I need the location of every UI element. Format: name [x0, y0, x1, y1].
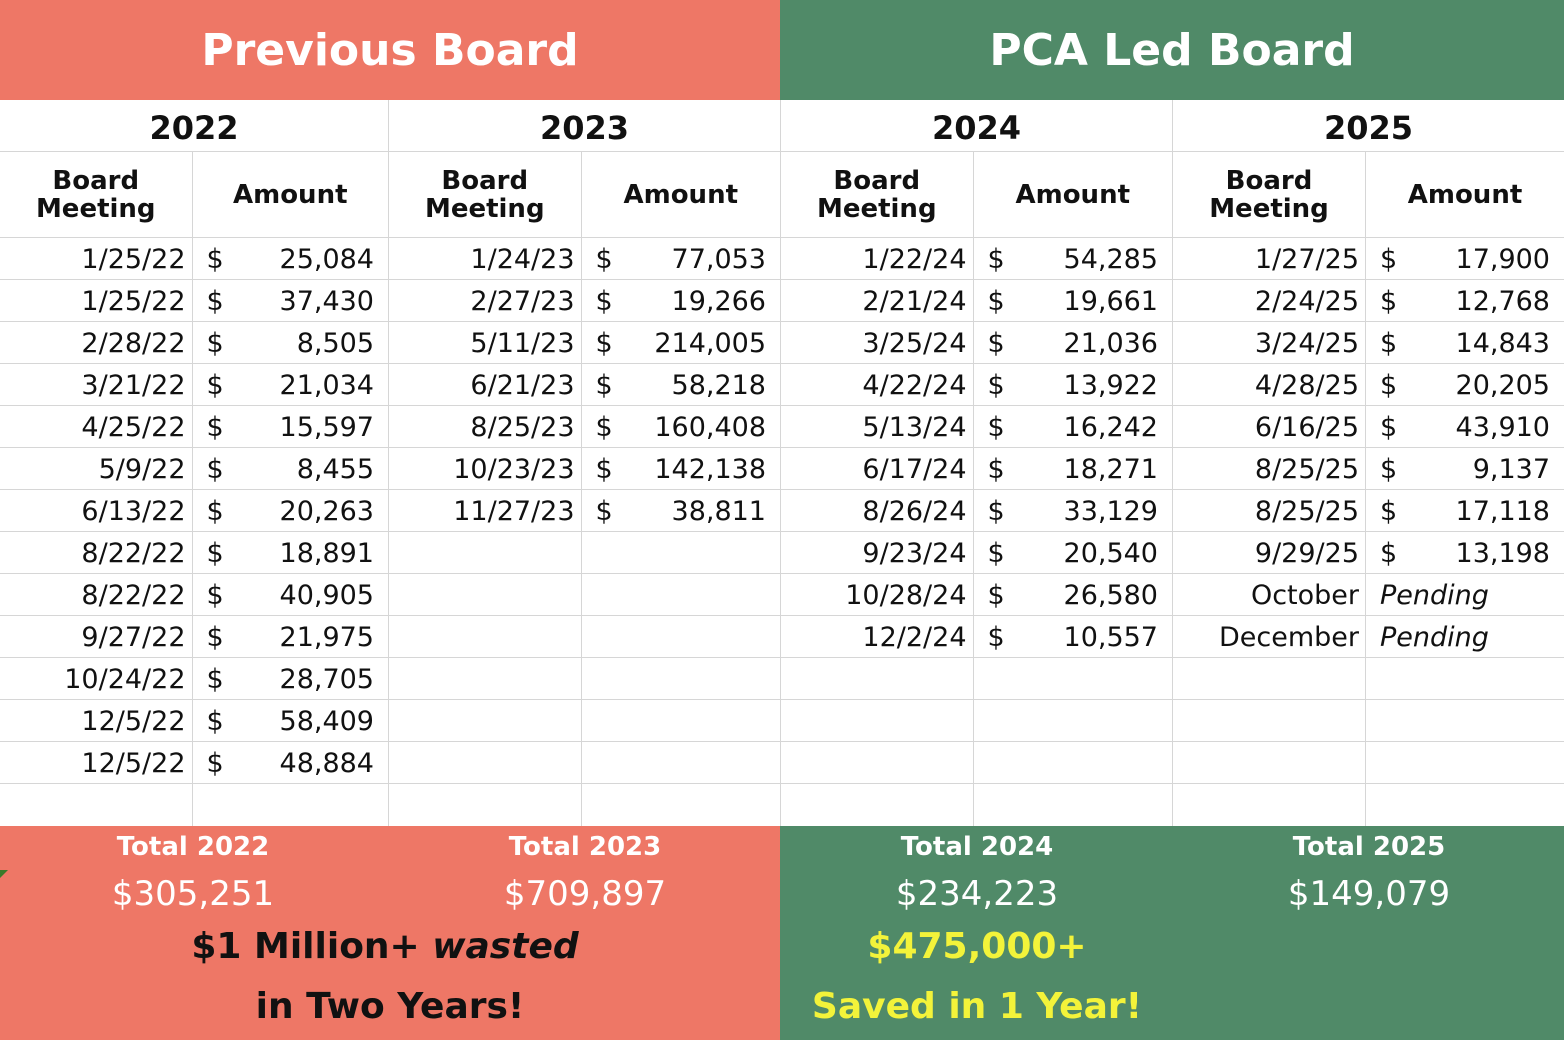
- amount-cell: [193, 490, 388, 531]
- amount-value: 37,430: [279, 286, 374, 317]
- meeting-date-cell: 3/25/24: [781, 322, 974, 363]
- table-row: [781, 322, 1172, 364]
- cell-corner-marker: [0, 870, 8, 878]
- amount-value: 12,768: [1455, 286, 1550, 317]
- amount-cell: [1366, 322, 1564, 363]
- total-label-2023: Total 2023: [508, 832, 662, 862]
- amount-cell: [193, 700, 388, 741]
- table-row: [781, 784, 1172, 826]
- table-row: [389, 784, 780, 826]
- table-row: [389, 364, 780, 406]
- amount-cell: [582, 238, 780, 279]
- meeting-date-cell: 12/5/22: [0, 700, 193, 741]
- amount-value: 214,005: [654, 328, 766, 359]
- amount-cell: [974, 364, 1172, 405]
- amount-value: 21,034: [279, 370, 374, 401]
- table-row: [1173, 406, 1564, 448]
- meeting-date-cell: 1/25/22: [0, 238, 193, 279]
- meeting-date-cell: 3/21/22: [0, 364, 193, 405]
- table-row: [389, 616, 780, 658]
- amount-cell: [1366, 448, 1564, 489]
- board-meeting-header: [0, 152, 193, 237]
- previous-board-footer: [0, 826, 780, 1040]
- amount-value: 17,118: [1455, 496, 1550, 527]
- pca-board-banner: [780, 0, 1564, 100]
- meeting-date-cell: [781, 742, 974, 783]
- column-headers: [0, 152, 388, 238]
- currency-symbol: $: [987, 412, 1005, 443]
- amount-value: 14,843: [1455, 328, 1550, 359]
- currency-symbol: $: [206, 286, 224, 317]
- amount-value: 19,266: [671, 286, 766, 317]
- amount-cell: [1366, 532, 1564, 573]
- amount-value: 21,975: [279, 622, 374, 653]
- pending-status: Pending: [1380, 622, 1489, 653]
- meeting-date-cell: 1/25/22: [0, 280, 193, 321]
- table-row: [389, 742, 780, 784]
- amount-cell: [193, 280, 388, 321]
- amount-cell: [974, 322, 1172, 363]
- meeting-date-cell: 6/13/22: [0, 490, 193, 531]
- amount-cell: [974, 280, 1172, 321]
- currency-symbol: $: [987, 580, 1005, 611]
- amount-value: 28,705: [279, 664, 374, 695]
- table-row: [781, 700, 1172, 742]
- table-row: [0, 490, 388, 532]
- amount-value: 26,580: [1063, 580, 1158, 611]
- amount-value: 20,263: [279, 496, 374, 527]
- meeting-date-cell: [389, 784, 582, 826]
- currency-symbol: $: [1380, 328, 1398, 359]
- table-row: [0, 322, 388, 364]
- amount-value: 25,084: [279, 244, 374, 275]
- amount-value: 38,811: [671, 496, 766, 527]
- table-row: [0, 574, 388, 616]
- table-row: [781, 658, 1172, 700]
- amount-header: Amount: [623, 179, 739, 210]
- amount-cell: [974, 532, 1172, 573]
- amount-cell: [974, 406, 1172, 447]
- board-meeting-header-line2: Meeting: [35, 193, 156, 224]
- amount-cell: [193, 532, 388, 573]
- table-row: [0, 406, 388, 448]
- meeting-date-cell: 6/17/24: [781, 448, 974, 489]
- amount-cell: [1366, 616, 1564, 657]
- meeting-date-cell: 5/11/23: [389, 322, 582, 363]
- pca-board-footer: [780, 826, 1564, 1040]
- amount-value: 40,905: [279, 580, 374, 611]
- currency-symbol: $: [206, 622, 224, 653]
- meeting-date-cell: 8/25/23: [389, 406, 582, 447]
- currency-symbol: $: [206, 244, 224, 275]
- amount-cell: [1366, 280, 1564, 321]
- meeting-date-cell: 8/25/25: [1173, 448, 1366, 489]
- amount-value: 8,505: [296, 328, 374, 359]
- meeting-date-cell: 11/27/23: [389, 490, 582, 531]
- currency-symbol: $: [595, 454, 613, 485]
- table-row: [0, 742, 388, 784]
- table-row: [389, 532, 780, 574]
- previous-board-banner: [0, 0, 780, 100]
- table-row: [781, 616, 1172, 658]
- amount-cell: [193, 364, 388, 405]
- amount-cell: [1366, 658, 1564, 699]
- meeting-date-cell: 10/24/22: [0, 658, 193, 699]
- pca-board-title: PCA Led Board: [989, 24, 1355, 76]
- meeting-date-cell: 6/16/25: [1173, 406, 1366, 447]
- year-header: 2023: [389, 100, 780, 152]
- meeting-date-cell: 8/22/22: [0, 532, 193, 573]
- table-row: [1173, 658, 1564, 700]
- currency-symbol: $: [595, 496, 613, 527]
- meeting-date-cell: 9/23/24: [781, 532, 974, 573]
- amount-cell: [1366, 238, 1564, 279]
- board-meeting-header-line1: Board: [441, 165, 529, 196]
- currency-symbol: $: [987, 622, 1005, 653]
- amount-cell: [582, 658, 780, 699]
- amount-cell: [582, 280, 780, 321]
- amount-cell: [582, 742, 780, 783]
- amount-cell: [193, 448, 388, 489]
- meeting-date-cell: [781, 658, 974, 699]
- table-row: [781, 280, 1172, 322]
- meeting-table: [0, 100, 1564, 826]
- board-meeting-header: [389, 152, 582, 237]
- amount-value: 19,661: [1063, 286, 1158, 317]
- currency-symbol: $: [595, 286, 613, 317]
- pending-status: Pending: [1380, 580, 1489, 611]
- column-headers: [781, 152, 1172, 238]
- meeting-date-cell: 9/29/25: [1173, 532, 1366, 573]
- meeting-date-cell: 12/5/22: [0, 742, 193, 783]
- amount-cell: [974, 784, 1172, 826]
- amount-header: Amount: [1407, 179, 1523, 210]
- amount-cell: [582, 532, 780, 573]
- waste-message-emphasis: wasted: [432, 926, 579, 967]
- currency-symbol: $: [206, 370, 224, 401]
- amount-cell: [1366, 490, 1564, 531]
- saved-message-line2: Saved in 1 Year!: [811, 986, 1143, 1027]
- table-row: [1173, 238, 1564, 280]
- amount-value: 9,137: [1472, 454, 1550, 485]
- currency-symbol: $: [206, 454, 224, 485]
- table-row: [1173, 742, 1564, 784]
- meeting-date-cell: [1173, 700, 1366, 741]
- currency-symbol: $: [595, 244, 613, 275]
- saved-message-line1: $475,000+: [867, 926, 1087, 967]
- meeting-date-cell: 10/28/24: [781, 574, 974, 615]
- amount-cell: [974, 448, 1172, 489]
- currency-symbol: $: [206, 328, 224, 359]
- amount-value: 43,910: [1455, 412, 1550, 443]
- table-row: [0, 532, 388, 574]
- table-row: [1173, 322, 1564, 364]
- currency-symbol: $: [1380, 538, 1398, 569]
- meeting-date-cell: [781, 784, 974, 826]
- table-row: [389, 574, 780, 616]
- amount-cell: [582, 448, 780, 489]
- amount-value: 54,285: [1063, 244, 1158, 275]
- amount-cell: [582, 490, 780, 531]
- currency-symbol: $: [206, 412, 224, 443]
- table-row: [1173, 700, 1564, 742]
- meeting-date-cell: [1173, 784, 1366, 826]
- table-row: [781, 490, 1172, 532]
- amount-cell: [1366, 700, 1564, 741]
- table-row: [781, 406, 1172, 448]
- meeting-date-cell: 2/28/22: [0, 322, 193, 363]
- amount-cell: [193, 658, 388, 699]
- amount-cell: [974, 658, 1172, 699]
- meeting-date-cell: 5/13/24: [781, 406, 974, 447]
- meeting-date-cell: [389, 658, 582, 699]
- meeting-date-cell: 4/25/22: [0, 406, 193, 447]
- waste-message-line2: in Two Years!: [255, 986, 525, 1027]
- board-meeting-header-line1: Board: [1225, 165, 1313, 196]
- meeting-date-cell: [1173, 742, 1366, 783]
- amount-cell: [1366, 574, 1564, 615]
- amount-cell: [582, 700, 780, 741]
- table-row: [0, 448, 388, 490]
- table-row: [1173, 784, 1564, 826]
- currency-symbol: $: [1380, 244, 1398, 275]
- amount-cell: [193, 616, 388, 657]
- column-headers: [1173, 152, 1564, 238]
- meeting-date-cell: 8/22/22: [0, 574, 193, 615]
- currency-symbol: $: [206, 538, 224, 569]
- board-meeting-header-line2: Meeting: [1209, 193, 1329, 224]
- meeting-date-cell: 5/9/22: [0, 448, 193, 489]
- amount-cell: [193, 406, 388, 447]
- amount-value: 21,036: [1063, 328, 1158, 359]
- meeting-date-cell: 1/22/24: [781, 238, 974, 279]
- meeting-date-cell: [1173, 658, 1366, 699]
- amount-cell: [974, 616, 1172, 657]
- amount-value: 10,557: [1063, 622, 1158, 653]
- currency-symbol: $: [206, 748, 224, 779]
- year-column-2023: [389, 100, 781, 826]
- amount-cell: [974, 700, 1172, 741]
- meeting-date-cell: 2/24/25: [1173, 280, 1366, 321]
- currency-symbol: $: [1380, 412, 1398, 443]
- board-meeting-header-line2: Meeting: [816, 193, 937, 224]
- table-row: [0, 364, 388, 406]
- currency-symbol: $: [1380, 496, 1398, 527]
- table-row: [389, 448, 780, 490]
- table-row: [1173, 490, 1564, 532]
- total-label-2025: Total 2025: [1292, 832, 1446, 862]
- table-row: [1173, 364, 1564, 406]
- meeting-date-cell: [0, 784, 193, 826]
- waste-message-prefix: $1 Million+: [191, 926, 433, 967]
- meeting-date-cell: [389, 742, 582, 783]
- meeting-date-cell: [389, 532, 582, 573]
- amount-cell: [974, 490, 1172, 531]
- total-value-2022: $305,251: [111, 874, 275, 914]
- amount-header: Amount: [232, 179, 348, 210]
- meeting-date-cell: 8/25/25: [1173, 490, 1366, 531]
- amount-cell: [1366, 742, 1564, 783]
- board-meeting-header-line1: Board: [833, 165, 921, 196]
- table-row: [781, 574, 1172, 616]
- meeting-date-cell: [389, 616, 582, 657]
- amount-value: 13,922: [1063, 370, 1158, 401]
- table-row: [0, 238, 388, 280]
- amount-value: 48,884: [279, 748, 374, 779]
- year-header: 2022: [0, 100, 388, 152]
- column-headers: [389, 152, 780, 238]
- total-value-2024: $234,223: [895, 874, 1059, 914]
- meeting-date-cell: 3/24/25: [1173, 322, 1366, 363]
- meeting-date-cell: [389, 574, 582, 615]
- total-label-2024: Total 2024: [900, 832, 1054, 862]
- amount-cell: [974, 238, 1172, 279]
- meeting-date-cell: 4/28/25: [1173, 364, 1366, 405]
- table-row: [389, 238, 780, 280]
- currency-symbol: $: [595, 370, 613, 401]
- amount-cell: [582, 784, 780, 826]
- table-row: [389, 280, 780, 322]
- table-row: [781, 238, 1172, 280]
- amount-cell: [582, 616, 780, 657]
- amount-value: 16,242: [1063, 412, 1158, 443]
- amount-value: 13,198: [1455, 538, 1550, 569]
- table-row: [389, 700, 780, 742]
- amount-value: 8,455: [296, 454, 374, 485]
- currency-symbol: $: [987, 328, 1005, 359]
- year-column-2024: [781, 100, 1173, 826]
- table-row: [781, 742, 1172, 784]
- meeting-date-cell: 6/21/23: [389, 364, 582, 405]
- currency-symbol: $: [987, 454, 1005, 485]
- amount-value: 160,408: [654, 412, 766, 443]
- total-value-2023: $709,897: [503, 874, 667, 914]
- amount-value: 18,891: [279, 538, 374, 569]
- year-header: 2025: [1173, 100, 1564, 152]
- currency-symbol: $: [595, 328, 613, 359]
- table-row: [389, 406, 780, 448]
- amount-cell: [582, 406, 780, 447]
- table-row: [1173, 532, 1564, 574]
- amount-value: 20,205: [1455, 370, 1550, 401]
- currency-symbol: $: [1380, 286, 1398, 317]
- amount-value: 33,129: [1063, 496, 1158, 527]
- meeting-date-cell: October: [1173, 574, 1366, 615]
- currency-symbol: $: [206, 664, 224, 695]
- table-row: [1173, 574, 1564, 616]
- table-row: [1173, 448, 1564, 490]
- amount-cell: [193, 238, 388, 279]
- amount-cell: [1366, 784, 1564, 826]
- board-meeting-header-line2: Meeting: [424, 193, 545, 224]
- currency-symbol: $: [987, 538, 1005, 569]
- table-row: [0, 700, 388, 742]
- currency-symbol: $: [206, 580, 224, 611]
- board-meeting-header-line1: Board: [52, 165, 140, 196]
- amount-value: 77,053: [671, 244, 766, 275]
- table-row: [1173, 616, 1564, 658]
- meeting-date-cell: 8/26/24: [781, 490, 974, 531]
- amount-cell: [1366, 406, 1564, 447]
- year-header: 2024: [781, 100, 1172, 152]
- amount-value: 142,138: [654, 454, 766, 485]
- amount-cell: [193, 784, 388, 826]
- amount-value: 17,900: [1455, 244, 1550, 275]
- amount-value: 18,271: [1063, 454, 1158, 485]
- total-label-2022: Total 2022: [116, 832, 270, 862]
- table-row: [0, 280, 388, 322]
- amount-value: 20,540: [1063, 538, 1158, 569]
- amount-cell: [1366, 364, 1564, 405]
- meeting-date-cell: [781, 700, 974, 741]
- meeting-date-cell: 2/27/23: [389, 280, 582, 321]
- table-row: [0, 784, 388, 826]
- table-row: [389, 490, 780, 532]
- table-row: [781, 364, 1172, 406]
- amount-cell: [974, 574, 1172, 615]
- amount-cell: [582, 364, 780, 405]
- meeting-date-cell: 10/23/23: [389, 448, 582, 489]
- currency-symbol: $: [595, 412, 613, 443]
- amount-cell: [193, 322, 388, 363]
- currency-symbol: $: [987, 370, 1005, 401]
- currency-symbol: $: [987, 286, 1005, 317]
- amount-cell: [974, 742, 1172, 783]
- amount-value: 58,409: [279, 706, 374, 737]
- waste-message-line1: [0, 926, 770, 967]
- previous-board-title: Previous Board: [201, 24, 579, 76]
- board-meeting-header: [1173, 152, 1366, 237]
- total-value-2025: $149,079: [1287, 874, 1451, 914]
- table-row: [389, 322, 780, 364]
- table-row: [389, 658, 780, 700]
- amount-cell: [582, 322, 780, 363]
- meeting-date-cell: 4/22/24: [781, 364, 974, 405]
- amount-header: Amount: [1015, 179, 1131, 210]
- meeting-date-cell: 9/27/22: [0, 616, 193, 657]
- board-meeting-header: [781, 152, 974, 237]
- amount-cell: [193, 574, 388, 615]
- currency-symbol: $: [987, 244, 1005, 275]
- meeting-date-cell: December: [1173, 616, 1366, 657]
- meeting-date-cell: 1/27/25: [1173, 238, 1366, 279]
- meeting-date-cell: [389, 700, 582, 741]
- table-row: [1173, 280, 1564, 322]
- amount-cell: [193, 742, 388, 783]
- meeting-date-cell: 2/21/24: [781, 280, 974, 321]
- currency-symbol: $: [206, 706, 224, 737]
- meeting-date-cell: 1/24/23: [389, 238, 582, 279]
- table-row: [781, 532, 1172, 574]
- table-row: [781, 448, 1172, 490]
- currency-symbol: $: [987, 496, 1005, 527]
- table-row: [0, 616, 388, 658]
- currency-symbol: $: [206, 496, 224, 527]
- table-row: [0, 658, 388, 700]
- year-column-2022: [0, 100, 389, 826]
- amount-value: 15,597: [279, 412, 374, 443]
- amount-value: 58,218: [671, 370, 766, 401]
- meeting-date-cell: 12/2/24: [781, 616, 974, 657]
- currency-symbol: $: [1380, 370, 1398, 401]
- year-column-2025: [1173, 100, 1564, 826]
- currency-symbol: $: [1380, 454, 1398, 485]
- amount-cell: [582, 574, 780, 615]
